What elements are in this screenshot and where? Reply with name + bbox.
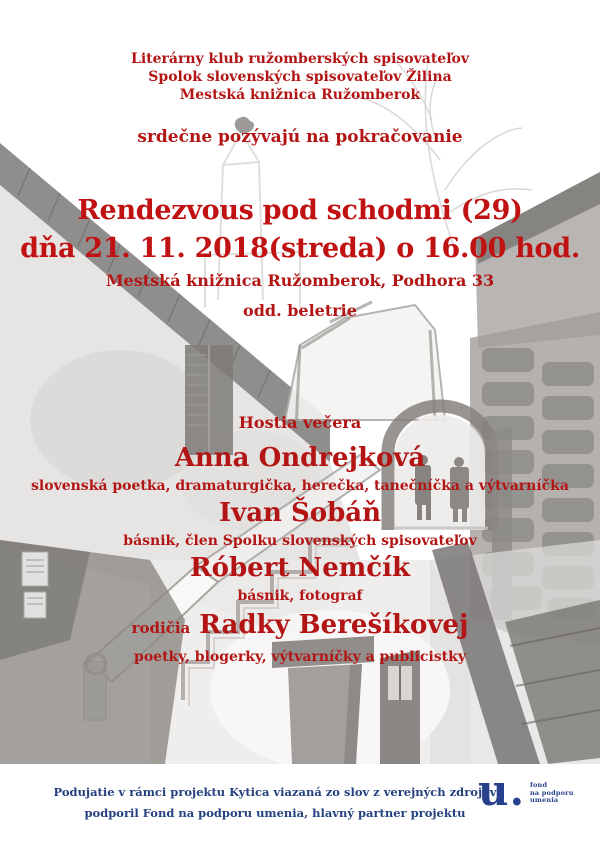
funding-note-line1: Podujatie v rámci projektu Kytica viazaná zo slov z verejných zdrojov [53,785,497,799]
guests-heading: Hostia večera [238,413,362,432]
parents-description: poetky, blogerky, výtvarníčky a publicistky [134,649,466,665]
organizer-line: Spolok slovenských spisovateľov Žilina [148,69,452,85]
organizer-line: Literárny klub ružomberských spisovateľov [130,51,469,67]
guest-name: Anna Ondrejková [174,443,426,473]
event-title [0,192,600,268]
organizers [0,50,600,104]
guests-section [0,412,600,668]
fund-logo-text: fond na podporu umenia [530,781,574,804]
guest-name: Róbert Nemčík [190,553,410,583]
invitation-line: srdečne pozývajú na pokračovanie [137,127,463,147]
department-line: odd. beletrie [243,301,357,320]
parents-name: Radky Berešíkovej [199,610,469,640]
event-title-line1: Rendezvous pod schodmi (29) [77,195,523,226]
venue-line: Mestská knižnica Ružomberok, Podhora 33 [105,271,495,290]
guest-name: Ivan Šobáň [218,498,382,528]
event-title-line2: dňa 21. 11. 2018(streda) o 16.00 hod. [20,233,580,264]
organizer-line: Mestská knižnica Ružomberok [179,87,421,103]
guest-description: slovenská poetka, dramaturgička, herečka, tanečníčka a výtvarníčka [31,478,569,494]
parents-prefix: rodičia [131,619,191,637]
fund-logo-mark: u. [478,766,526,815]
funding-note [40,782,510,824]
funding-note-line2: podporil Fond na podporu umenia, hlavný partner projektu [84,806,466,820]
fond-na-podporu-umenia-logo [478,766,588,826]
parents-line [0,607,600,646]
guest-description: básnik, fotograf [237,588,363,604]
guest-description: básnik, člen Spolku slovenských spisovateľov [123,533,477,549]
